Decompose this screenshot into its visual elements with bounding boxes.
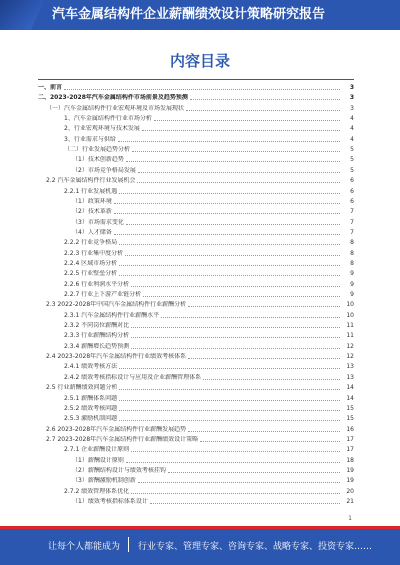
toc-entry-page: 11 (346, 332, 354, 340)
toc-leader-dots (119, 389, 340, 390)
toc-entry-label: （3）薪酬激励机制创新 (72, 477, 136, 485)
toc-entry-page: 12 (346, 342, 354, 350)
toc-leader-dots (142, 130, 340, 131)
toc-entry[interactable] (38, 260, 354, 268)
toc-entry-label: 2.2.6 行业利润水平分析 (64, 280, 130, 288)
toc-leader-dots (188, 306, 340, 307)
toc-entry-page: 4 (350, 115, 354, 123)
toc-entry-page: 14 (346, 384, 354, 392)
toc-entry-label: 1、汽车金属结构件行业市场分析 (64, 115, 152, 123)
toc-leader-dots (118, 141, 340, 142)
toc-entry-page: 8 (350, 259, 354, 267)
toc-entry-page: 19 (346, 466, 354, 474)
toc-entry[interactable] (38, 301, 354, 309)
toc-leader-dots (131, 493, 340, 494)
toc-entry-page: 10 (346, 311, 354, 319)
toc-entry-label: 2.5 行业薪酬绩效问题分析 (46, 384, 118, 392)
toc-entry-label: 二、2023-2028年汽车金属结构件市场前景及趋势预测 (38, 94, 188, 102)
toc-entry-page: 9 (350, 291, 354, 298)
toc-leader-dots (131, 337, 340, 338)
toc-entry-label: 2.3.2 不同岗位薪酬对比 (64, 322, 130, 330)
toc-entry[interactable] (38, 229, 354, 237)
toc-entry[interactable] (38, 188, 354, 196)
toc-entry-label: （1）技术创新趋势 (72, 156, 124, 164)
toc-entry-page: 6 (350, 197, 354, 205)
toc-entry[interactable] (38, 136, 354, 144)
toc-entry-page: 19 (346, 477, 354, 485)
toc-entry[interactable] (38, 167, 354, 175)
toc-entry[interactable] (38, 94, 354, 102)
toc-entry-page: 16 (346, 425, 354, 433)
toc-entry-page: 5 (350, 166, 354, 174)
toc-leader-dots (119, 193, 340, 194)
toc-entry[interactable] (38, 343, 354, 351)
toc-leader-dots (114, 234, 340, 235)
toc-leader-dots (138, 172, 340, 173)
toc-entry-label: 2.2 汽车金属结构件行业发展机会 (46, 177, 136, 185)
toc-entry-page: 11 (346, 322, 354, 330)
toc-entry[interactable] (38, 457, 354, 465)
toc-top-rule (38, 79, 354, 80)
toc-entry-page: 18 (346, 456, 354, 464)
toc-entry[interactable] (38, 291, 354, 299)
toc-entry[interactable] (38, 415, 354, 423)
toc-entry-label: （2）市场竞争格局发展 (72, 166, 136, 174)
toc-leader-dots (131, 451, 340, 452)
toc-entry-label: （1）政策环境 (72, 197, 112, 205)
toc-entry[interactable] (38, 395, 354, 403)
toc-leader-dots (138, 482, 340, 483)
footer-accent-stripe (0, 526, 400, 529)
toc-leader-dots (150, 503, 340, 504)
toc-entry-page: 17 (346, 435, 354, 443)
page-number: 1 (348, 515, 352, 522)
table-of-contents (38, 84, 354, 510)
toc-entry-page: 3 (349, 84, 354, 91)
toc-entry-label: 2.3.4 薪酬增长趋势预测 (64, 342, 130, 350)
toc-entry-label: （2）薪酬结构设计与绩效考核挂钩 (72, 466, 166, 474)
toc-entry-page: 14 (346, 394, 354, 402)
footer-divider (128, 537, 129, 552)
toc-entry-label: 2.5.1 薪酬体系问题 (64, 394, 118, 402)
toc-entry-label: 2.3.3 行业薪酬结构分析 (64, 332, 130, 340)
toc-entry-page: 4 (350, 125, 354, 133)
toc-entry-label: （一）汽车金属结构件行业宏观环境及市场发展现状 (46, 104, 185, 112)
toc-entry[interactable] (38, 384, 354, 392)
toc-entry-page: 7 (350, 228, 354, 236)
toc-entry[interactable] (38, 467, 354, 475)
toc-leader-dots (203, 379, 340, 380)
footer-roles: 行业专家、管理专家、咨询专家、战略专家、投资专家…… (138, 542, 373, 552)
toc-entry[interactable] (38, 374, 354, 382)
toc-entry[interactable] (38, 146, 354, 154)
toc-leader-dots (168, 472, 340, 473)
toc-entry-page: 15 (346, 404, 354, 412)
toc-entry-label: 2.2.1 行业发展机遇 (64, 187, 118, 195)
toc-leader-dots (64, 89, 340, 90)
toc-leader-dots (114, 203, 340, 204)
toc-entry[interactable] (38, 405, 354, 413)
toc-entry[interactable] (38, 177, 354, 185)
toc-leader-dots (186, 110, 340, 111)
toc-leader-dots (119, 244, 340, 245)
toc-entry-label: 一、前言 (38, 84, 63, 91)
toc-entry[interactable] (38, 363, 354, 371)
toc-entry-label: 2.5.3 激励机制问题 (64, 415, 118, 423)
toc-heading: 内容目录 (169, 52, 230, 70)
toc-entry-page: 9 (350, 270, 354, 278)
toc-entry-page: 7 (350, 218, 354, 226)
toc-entry-label: （1）绩效考核指标体系设计 (72, 498, 148, 505)
toc-entry-label: 2.4 2023-2028年汽车金属结构件行业绩效考核体系 (46, 353, 187, 361)
toc-entry[interactable] (38, 477, 354, 485)
toc-entry-label: 2.2.5 行业壁垒分析 (64, 270, 118, 278)
toc-entry[interactable] (38, 281, 354, 289)
toc-entry-label: 2.2.3 行业集中度分析 (64, 249, 124, 257)
toc-entry-label: （3）市场需求变化 (72, 218, 124, 226)
toc-leader-dots (119, 420, 340, 421)
toc-entry-page: 17 (346, 446, 354, 454)
toc-entry-page: 13 (346, 373, 354, 381)
toc-entry-page: 20 (346, 487, 354, 495)
toc-leader-dots (119, 410, 340, 411)
toc-entry-page: 8 (350, 249, 354, 257)
toc-leader-dots (132, 151, 340, 152)
toc-entry-page: 21 (346, 498, 354, 505)
toc-entry-page: 4 (350, 135, 354, 143)
toc-leader-dots (161, 317, 340, 318)
toc-leader-dots (126, 224, 340, 225)
toc-entry[interactable] (38, 208, 354, 216)
toc-entry[interactable] (38, 239, 354, 247)
toc-entry-label: 2.4.2 绩效考核指标设计与应用及企业薪酬管理体系 (64, 373, 202, 381)
toc-entry[interactable] (38, 322, 354, 330)
footer-slogan: 让每个人都能成为 (48, 542, 121, 552)
toc-entry[interactable] (38, 270, 354, 278)
toc-entry-page: 7 (350, 208, 354, 216)
toc-entry-label: 2.5.2 绩效考核问题 (64, 404, 118, 412)
toc-leader-dots (119, 275, 340, 276)
toc-entry-label: 2.3 2022-2028年中国汽车金属结构件行业薪酬分析 (46, 301, 187, 309)
toc-entry-page: 3 (350, 104, 354, 112)
toc-leader-dots (131, 327, 340, 328)
toc-entry[interactable] (38, 332, 354, 340)
toc-entry-label: 2.2.7 行业上下游产业链分析 (64, 291, 142, 298)
toc-leader-dots (188, 358, 340, 359)
toc-leader-dots (114, 213, 340, 214)
toc-entry[interactable] (38, 353, 354, 361)
toc-entry[interactable] (38, 446, 354, 454)
toc-entry[interactable] (38, 198, 354, 206)
toc-leader-dots (131, 286, 340, 287)
toc-leader-dots (200, 441, 340, 442)
toc-entry[interactable] (38, 115, 354, 123)
toc-entry-page: 9 (350, 280, 354, 288)
toc-leader-dots (131, 348, 340, 349)
toc-entry[interactable] (38, 250, 354, 258)
toc-entry-page: 5 (350, 156, 354, 164)
toc-entry-label: 2、行业宏观环境与技术发展 (64, 125, 140, 133)
toc-entry[interactable] (38, 105, 354, 113)
toc-leader-dots (143, 296, 340, 297)
toc-entry[interactable] (38, 156, 354, 164)
toc-entry-page: 10 (346, 301, 354, 309)
header-decoration (0, 0, 44, 30)
toc-entry-label: 2.6 2023-2028年汽车金属结构件行业薪酬发展趋势 (46, 425, 187, 433)
toc-entry[interactable] (38, 125, 354, 133)
toc-entry-label: 2.3.1 汽车金属结构件行业薪酬水平 (64, 311, 160, 319)
toc-leader-dots (125, 255, 340, 256)
toc-entry[interactable] (38, 426, 354, 434)
toc-entry-page: 6 (350, 187, 354, 195)
toc-entry-label: 2.7 2023-2028年汽车金属结构件行业薪酬绩效设计策略 (46, 435, 199, 443)
toc-entry[interactable] (38, 488, 354, 496)
toc-entry-page: 12 (346, 353, 354, 361)
toc-entry-page: 5 (350, 146, 354, 154)
toc-entry-page: 15 (346, 415, 354, 423)
toc-entry-label: 2.2.2 行业竞争格局 (64, 239, 118, 247)
toc-entry[interactable] (38, 312, 354, 320)
toc-entry-label: （二）行业发展趋势分析 (64, 146, 131, 154)
toc-leader-dots (119, 400, 340, 401)
toc-entry[interactable] (38, 219, 354, 227)
toc-entry-label: 3、行业需求与供给 (64, 135, 116, 143)
header-banner (0, 0, 400, 30)
toc-entry-label: （1）薪酬设计原则 (72, 456, 124, 464)
toc-entry-label: 2.4.1 绩效考核方法 (64, 363, 118, 371)
toc-leader-dots (126, 161, 340, 162)
toc-leader-dots (188, 431, 340, 432)
toc-entry-page: 8 (350, 239, 354, 247)
toc-entry-label: （4）人才储备 (72, 228, 112, 236)
toc-leader-dots (126, 462, 340, 463)
toc-entry-page: 3 (349, 94, 354, 102)
toc-leader-dots (137, 182, 340, 183)
toc-entry-label: 2.2.4 区域市场分析 (64, 259, 118, 267)
toc-entry[interactable] (38, 436, 354, 444)
toc-leader-dots (119, 265, 340, 266)
report-title: 汽车金属结构件企业薪酬绩效设计策略研究报告 (52, 7, 326, 22)
toc-leader-dots (119, 368, 340, 369)
toc-entry-label: 2.7.1 企业薪酬设计原则 (64, 446, 130, 454)
toc-entry-label: 2.7.2 绩效管理体系优化 (64, 487, 130, 495)
footer-banner (0, 526, 400, 565)
toc-leader-dots (190, 99, 340, 100)
toc-leader-dots (154, 120, 340, 121)
toc-entry-page: 13 (346, 363, 354, 371)
toc-entry[interactable] (38, 498, 354, 506)
toc-entry-page: 6 (350, 177, 354, 185)
toc-entry[interactable] (38, 84, 354, 92)
toc-entry-label: （2）技术革新 (72, 208, 112, 216)
